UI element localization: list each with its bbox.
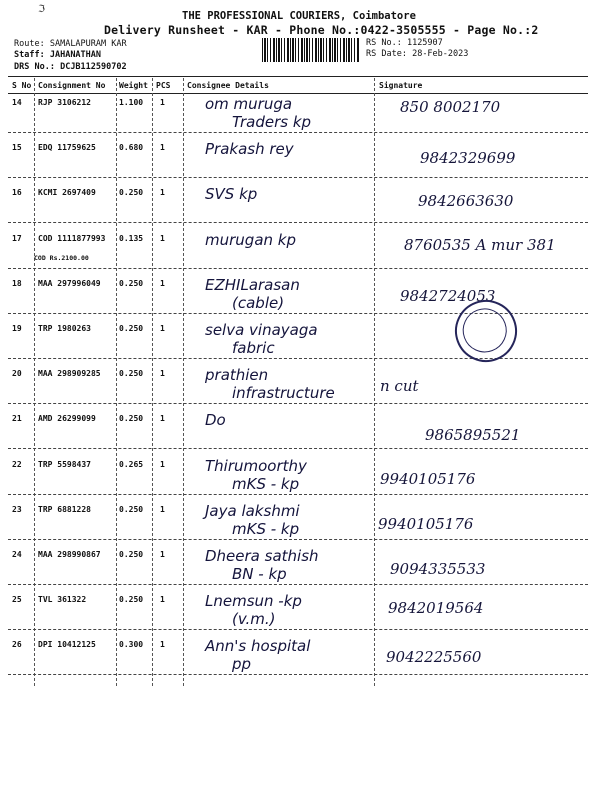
route-line [14, 39, 127, 50]
signature-handwriting: 9940105176 [380, 470, 476, 488]
cod-amount: COD Rs.2100.00 [34, 254, 89, 262]
column-divider [34, 78, 35, 686]
consignee-name: Do [205, 411, 226, 429]
consignee-detail: fabric [232, 339, 275, 357]
consignee-detail: Traders kp [232, 113, 312, 131]
consignment-number: TRP 6881228 [38, 505, 91, 514]
weight: 0.250 [119, 550, 144, 559]
signature-handwriting: 9042225560 [386, 648, 482, 666]
weight: 0.300 [119, 640, 144, 649]
consignee-name: om muruga [205, 95, 293, 113]
route-value: SAMALAPURAM KAR [49, 39, 127, 49]
consignment-number: TRP 5598437 [38, 460, 91, 469]
consignee-name: Thirumoorthy [205, 457, 307, 475]
corner-mark: ℑ [38, 4, 45, 15]
drs-value: DCJB112590702 [60, 62, 127, 72]
consignment-number: TRP 1980263 [38, 324, 91, 333]
rs-date-label: RS Date: [366, 49, 407, 59]
consignment-number: EDQ 11759625 [38, 143, 96, 152]
consignment-number: COD 1111877993 [38, 234, 106, 243]
signature-handwriting: 850 8002170 [400, 98, 501, 116]
weight: 0.250 [119, 324, 144, 333]
consignee-name: Dheera sathish [205, 547, 319, 565]
pieces: 1 [160, 550, 165, 559]
serial-number: 19 [12, 324, 22, 333]
consignment-number: MAA 298909285 [38, 369, 101, 378]
consignment-number: KCMI 2697409 [38, 188, 96, 197]
serial-number: 24 [12, 550, 22, 559]
row-separator [8, 674, 588, 675]
col-header-signature: Signature [379, 81, 423, 90]
serial-number: 25 [12, 595, 22, 604]
route-label: Route: [14, 39, 45, 49]
weight: 1.100 [119, 98, 144, 107]
pieces: 1 [160, 414, 165, 423]
weight: 0.250 [119, 188, 144, 197]
pieces: 1 [160, 98, 165, 107]
weight: 0.265 [119, 460, 144, 469]
consignee-detail: infrastructure [232, 384, 335, 402]
signature-handwriting: 9865895521 [425, 426, 521, 444]
consignment-number: TVL 361322 [38, 595, 87, 604]
consignee-name: SVS kp [205, 185, 258, 203]
weight: 0.250 [119, 369, 144, 378]
consignment-number: AMD 26299099 [38, 414, 96, 423]
consignee-name: Prakash rey [205, 140, 294, 158]
serial-number: 16 [12, 188, 22, 197]
signature-handwriting: 9094335533 [390, 560, 486, 578]
staff-value: JAHANATHAN [49, 50, 102, 60]
row-separator [8, 358, 588, 359]
weight: 0.250 [119, 279, 144, 288]
row-separator [8, 132, 588, 133]
pieces: 1 [160, 460, 165, 469]
drs-label: DRS No.: [14, 62, 55, 72]
consignment-number: DPI 10412125 [38, 640, 96, 649]
signature-handwriting: 9842329699 [420, 149, 516, 167]
rs-no-line [366, 38, 443, 49]
signature-handwriting: 9842724053 [400, 287, 496, 305]
weight: 0.250 [119, 414, 144, 423]
consignee-name: Lnemsun -kp [205, 592, 302, 610]
row-separator [8, 539, 588, 540]
consignee-detail: mKS - kp [232, 475, 300, 493]
column-divider [374, 78, 375, 686]
consignment-number: RJP 3106212 [38, 98, 91, 107]
serial-number: 20 [12, 369, 22, 378]
company-title: THE PROFESSIONAL COURIERS, Coimbatore [182, 10, 416, 22]
column-divider [152, 78, 153, 686]
pieces: 1 [160, 143, 165, 152]
serial-number: 17 [12, 234, 22, 243]
signature-handwriting: 8760535 A mur 381 [404, 236, 556, 254]
serial-number: 26 [12, 640, 22, 649]
consignee-name: prathien [205, 366, 269, 384]
pieces: 1 [160, 505, 165, 514]
weight: 0.680 [119, 143, 144, 152]
col-header-sno: S No [12, 81, 32, 90]
consignee-detail: (v.m.) [232, 610, 276, 628]
row-separator [8, 403, 588, 404]
signature-handwriting: 9842663630 [418, 192, 514, 210]
serial-number: 21 [12, 414, 22, 423]
consignment-number: MAA 298990867 [38, 550, 101, 559]
consignee-detail: BN - kp [232, 565, 287, 583]
row-separator [8, 222, 588, 223]
serial-number: 18 [12, 279, 22, 288]
runsheet-subtitle: Delivery Runsheet - KAR - Phone No.:0422-3505555 - Page No.:2 [104, 23, 539, 37]
row-separator [8, 268, 588, 269]
consignee-detail: (cable) [232, 294, 285, 312]
pieces: 1 [160, 595, 165, 604]
consignee-name: murugan kp [205, 231, 296, 249]
row-separator [8, 177, 588, 178]
weight: 0.135 [119, 234, 144, 243]
pieces: 1 [160, 324, 165, 333]
row-separator [8, 629, 588, 630]
col-header-consignment: Consignment No [38, 81, 106, 90]
rs-no-value: 1125907 [406, 38, 443, 48]
weight: 0.250 [119, 505, 144, 514]
col-header-consignee: Consignee Details [187, 81, 269, 90]
signature-handwriting: 9842019564 [388, 599, 484, 617]
staff-label: Staff: [14, 50, 45, 60]
barcode [262, 38, 360, 62]
row-separator [8, 494, 588, 495]
column-divider [183, 78, 184, 686]
serial-number: 23 [12, 505, 22, 514]
serial-number: 15 [12, 143, 22, 152]
staff-line [14, 50, 101, 61]
signature-handwriting: n cut [380, 377, 419, 395]
signature-handwriting: 9940105176 [378, 515, 474, 533]
header-bottom-rule [8, 93, 588, 94]
consignee-name: EZHILarasan [205, 276, 300, 294]
drs-line [14, 62, 127, 73]
row-separator [8, 448, 588, 449]
serial-number: 14 [12, 98, 22, 107]
pieces: 1 [160, 369, 165, 378]
consignee-name: Jaya lakshmi [205, 502, 300, 520]
rs-date-value: 28-Feb-2023 [412, 49, 469, 59]
col-header-weight: Weight [119, 81, 148, 90]
pieces: 1 [160, 188, 165, 197]
consignee-detail: mKS - kp [232, 520, 300, 538]
consignee-name: selva vinayaga [205, 321, 318, 339]
rs-no-label: RS No.: [366, 38, 402, 48]
pieces: 1 [160, 234, 165, 243]
consignee-name: Ann's hospital [205, 637, 311, 655]
consignment-number: MAA 297996049 [38, 279, 101, 288]
row-separator [8, 584, 588, 585]
consignee-detail: pp [232, 655, 252, 673]
serial-number: 22 [12, 460, 22, 469]
pieces: 1 [160, 640, 165, 649]
col-header-pcs: PCS [156, 81, 171, 90]
weight: 0.250 [119, 595, 144, 604]
rs-date-line [366, 49, 468, 60]
table-top-rule [8, 76, 588, 77]
pieces: 1 [160, 279, 165, 288]
column-divider [116, 78, 117, 686]
